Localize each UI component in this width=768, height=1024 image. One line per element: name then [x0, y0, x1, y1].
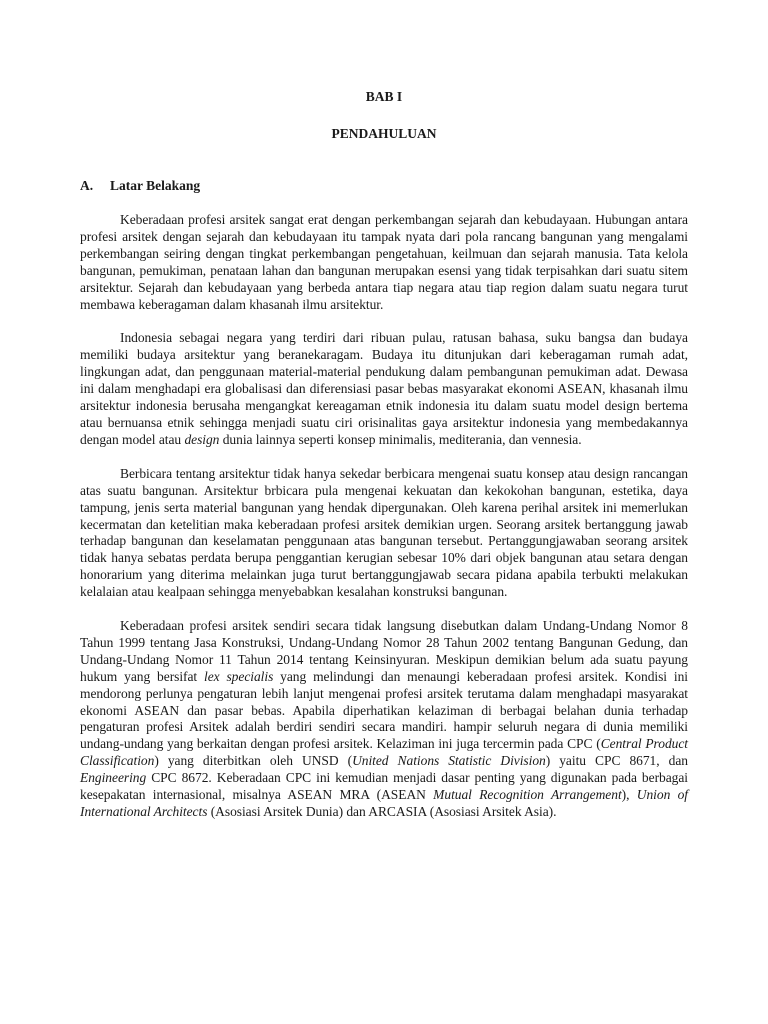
text-run: Keberadaan profesi arsitek sangat erat dengan perkembangan sejarah dan kebudayaan. Hubungan antara profesi arsitek dengan sejarah dan kebudayaan itu tampak nyata dari pola rancang bangunan yang mengalami perkembangan seiring dengan tingkat perkembangan pengetahuan, keilmuan dan sejarah manusia. Tata kelola bangunan, pemukiman, penataan lahan dan bangunan merupakan esensi yang tidak terpisahkan dari suatu sitem arsitektur. Sejarah dan kebudayaan yang berbeda antara tiap negara atau tiap region dalam suatu negara turut membawa keberagaman dalam khasanah ilmu arsitektur.: [80, 212, 688, 312]
text-run: (Asosiasi Arsitek Dunia) dan ARCASIA (Asosiasi Arsitek Asia).: [207, 804, 557, 819]
paragraph-3: [80, 466, 688, 601]
paragraph-1: [80, 212, 688, 313]
italic-run: Central Product Classification: [80, 736, 688, 769]
italic-run: Mutual Recognition Arrangement: [433, 787, 622, 803]
text-run: yang melindungi dan menaungi keberadaan profesi arsitek. Kondisi ini mendorong perlunya pengaturan lebih lanjut mengenai profesi arsitek terutama dalam menghadapi masyarakat ekonomi ASEAN dan pasar bebas. Apabila diperhatikan kelaziman di berbagai belahan dunia terhadap pengaturan profesi Arsitek adalah berdiri sendiri secara mandiri. hampir seluruh negara di dunia memiliki undang-undang yang berkaitan dengan profesi arsitek. Kelaziman ini juga tercermin pada CPC (: [80, 668, 688, 752]
text-run: ),: [621, 787, 637, 803]
paragraph-2: [80, 330, 688, 448]
italic-run: lex specialis: [204, 668, 274, 684]
italic-run: design: [184, 431, 220, 447]
text-run: dunia lainnya seperti konsep minimalis, mediterania, dan vennesia.: [219, 431, 582, 447]
text-run: ) yaitu CPC 8671, dan: [545, 753, 688, 769]
paragraph-4: [80, 618, 688, 821]
chapter-number: BAB I: [365, 89, 403, 104]
chapter-title: PENDAHULUAN: [331, 126, 437, 141]
body-text: [80, 212, 688, 821]
section-title: Latar Belakang: [110, 178, 201, 193]
text-run: ) yang diterbitkan oleh UNSD (: [154, 753, 353, 769]
italic-run: Engineering: [80, 770, 147, 786]
italic-run: United Nations Statistic Division: [352, 753, 546, 769]
section-heading: [80, 177, 688, 194]
text-run: Indonesia sebagai negara yang terdiri dari ribuan pulau, ratusan bahasa, suku bangsa dan budaya memiliki budaya arsitektur yang beranekaragam. Budaya itu ditunjukan dari keberagaman rumah adat, lingkungan adat, dan penggunaan material-material pendukung dalam pembangunan pemukiman adat. Dewasa ini dalam menghadapi era globalisasi dan diferensiasi pasar bebas masyarakat ekonomi ASEAN, khasanah ilmu arsitektur indonesia berusaha mengangkat kereagaman etnik indonesia itu dalam suatu model design bertema atau bernuansa etnik sehingga menjadi suatu ciri orisinalitas gaya arsitektur indonesia yang membedakannya dengan model atau: [80, 330, 688, 447]
section-number: A.: [80, 178, 94, 193]
text-run: Keberadaan profesi arsitek sendiri secara tidak langsung disebutkan dalam Undang-Undang Nomor 8 Tahun 1999 tentang Jasa Konstruksi, Undang-Undang Nomor 28 Tahun 2002 tentang Bangunan Gedung, dan Undang-Undang Nomor 11 Tahun 2014 tentang Keinsinyuran. Meskipun demikian belum ada suatu payung hukum yang bersifat: [80, 618, 688, 684]
text-run: CPC 8672. Keberadaan CPC ini kemudian menjadi dasar penting yang digunakan pada berbagai kesepakatan internasional, misalnya ASEAN MRA (ASEAN: [80, 770, 688, 803]
text-run: Berbicara tentang arsitektur tidak hanya sekedar berbicara mengenai suatu konsep atau design rancangan atas suatu bangunan. Arsitektur brbicara pula mengenai kekuatan dan kekokohan bangunan, estetika, daya tampung, jenis serta material bangunan yang hendak dipergunakan. Oleh karena perihal arsitek ini memerlukan kecermatan dan ketelitian maka keberadaan profesi arsitek demikian urgen. Seorang arsitek bertanggung jawab terhadap bangunan dan keselamatan penggunaan atas bangunan tersebut. Pertanggungjawaban seorang arsitek tidak hanya sebatas perdata berupa penggantian kerugian sebesar 10% dari objek bangunan atau setara dengan honorarium yang diterima melainkan juga turut bertanggungjawab secara pidana apabila terbukti melakukan kelalaian atau kealpaan sehingga menyebabkan kesalahan konstruksi bangunan.: [80, 465, 688, 600]
italic-run: Union of International Architects: [80, 787, 688, 819]
